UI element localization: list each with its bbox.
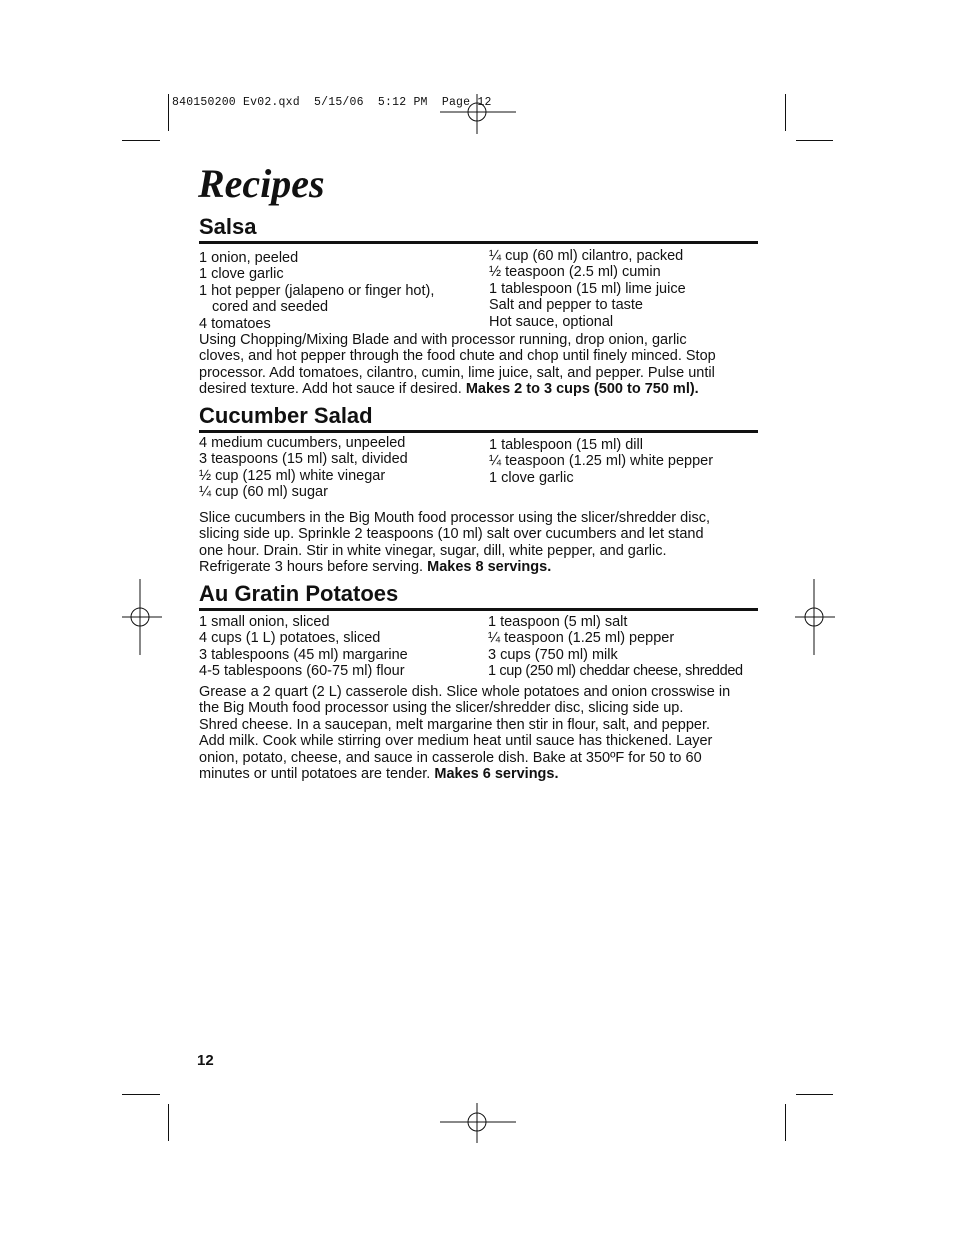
ingredient-line: 1 clove garlic	[199, 266, 284, 283]
recipe-heading-salsa: Salsa	[199, 214, 257, 239]
heading-rule	[199, 430, 758, 433]
ingredient-line: 1 hot pepper (jalapeno or finger hot),	[199, 282, 435, 299]
method-text: Slice cucumbers in the Big Mouth food processor using the slicer/shredder disc, slicing side up. Sprinkle 2 teaspoons (10 ml) salt over cucumbers and let stand one hour. Drain. Stir in white vinegar, sugar, dill, white pepper, and garlic. Refrigerate 3 hours before serving. Makes 8 servings.	[199, 510, 710, 576]
ingredient-line: ¼ cup (60 ml) sugar	[199, 484, 328, 501]
ingredient-line: 4 medium cucumbers, unpeeled	[199, 435, 406, 451]
ingredients-left	[199, 614, 408, 680]
recipe-heading-cucumber-salad: Cucumber Salad	[199, 403, 373, 428]
print-slug: 840150200 Ev02.qxd 5/15/06 5:12 PM Page 12	[172, 96, 492, 109]
page-title: Recipes	[198, 161, 325, 206]
method-text: Using Chopping/Mixing Blade and with processor running, drop onion, garlic cloves, and hot pepper through the food chute and chop until finely minced. Stop processor. Add tomatoes, cilantro, cumin, lime juice, salt, and pepper. Pulse until desired texture. Add hot sauce if desired. Makes 2 to 3 cups (500 to 750 ml).	[199, 332, 716, 398]
ingredient-line: 1 teaspoon (5 ml) salt	[488, 614, 628, 630]
ingredient-line: ¼ teaspoon (1.25 ml) pepper	[488, 630, 675, 647]
recipe-yield: Makes 2 to 3 cups (500 to 750 ml).	[465, 381, 699, 398]
method-text: Grease a 2 quart (2 L) casserole dish. Slice whole potatoes and onion crosswise in the Big Mouth food processor using the slicer/shredder disc, slicing side up. Shred cheese. In a saucepan, melt margarine then stir in flour, salt, and pepper. Add milk. Cook while stirring over medium heat until sauce has thickened. Layer onion, potato, cheese, and sauce in casserole dish. Bake at 350ºF for 50 to 60 minutes or until potatoes are tender. Makes 6 servings.	[199, 684, 731, 783]
ingredient-line: 1 tablespoon (15 ml) lime juice	[489, 280, 686, 297]
ingredient-line: 4 tomatoes	[199, 315, 271, 332]
ingredient-line: 4 cups (1 L) potatoes, sliced	[199, 630, 381, 647]
ingredient-line: 3 cups (750 ml) milk	[488, 646, 618, 663]
ingredients-left	[199, 435, 408, 501]
ingredient-line: ¼ cup (60 ml) cilantro, packed	[489, 248, 684, 264]
page-number: 12	[197, 1052, 214, 1069]
ingredient-line: ½ cup (125 ml) white vinegar	[199, 467, 386, 484]
registration-mark-right	[795, 579, 835, 655]
ingredient-line: ¼ teaspoon (1.25 ml) white pepper	[489, 453, 714, 470]
ingredient-line: ½ teaspoon (2.5 ml) cumin	[489, 264, 661, 281]
heading-rule	[199, 608, 758, 611]
recipe-yield: Makes 8 servings.	[427, 559, 552, 576]
registration-mark-bottom	[440, 1103, 516, 1143]
ingredients-right	[489, 248, 686, 330]
ingredients-left	[199, 250, 434, 332]
ingredient-line: 1 cup (250 ml) cheddar cheese, shredded	[488, 663, 743, 680]
ingredient-line: Salt and pepper to taste	[489, 297, 643, 314]
ingredients-right	[488, 614, 743, 680]
ingredient-line: 3 teaspoons (15 ml) salt, divided	[199, 451, 408, 468]
heading-rule	[199, 241, 758, 244]
ingredient-line: 3 tablespoons (45 ml) margarine	[199, 646, 408, 663]
ingredient-line: 1 tablespoon (15 ml) dill	[489, 437, 643, 453]
registration-mark-left	[122, 579, 162, 655]
ingredients-right	[489, 437, 713, 486]
ingredient-line: 1 onion, peeled	[199, 250, 299, 266]
recipe-heading-au-gratin-potatoes: Au Gratin Potatoes	[199, 581, 399, 606]
recipe-yield: Makes 6 servings.	[434, 766, 559, 783]
ingredient-line: 1 clove garlic	[489, 469, 574, 486]
ingredient-line: 4-5 tablespoons (60-75 ml) flour	[199, 663, 405, 680]
ingredient-line: Hot sauce, optional	[489, 313, 614, 330]
ingredient-line: 1 small onion, sliced	[199, 614, 330, 630]
registration-mark-top	[440, 94, 516, 134]
ingredient-line: cored and seeded	[212, 299, 329, 316]
